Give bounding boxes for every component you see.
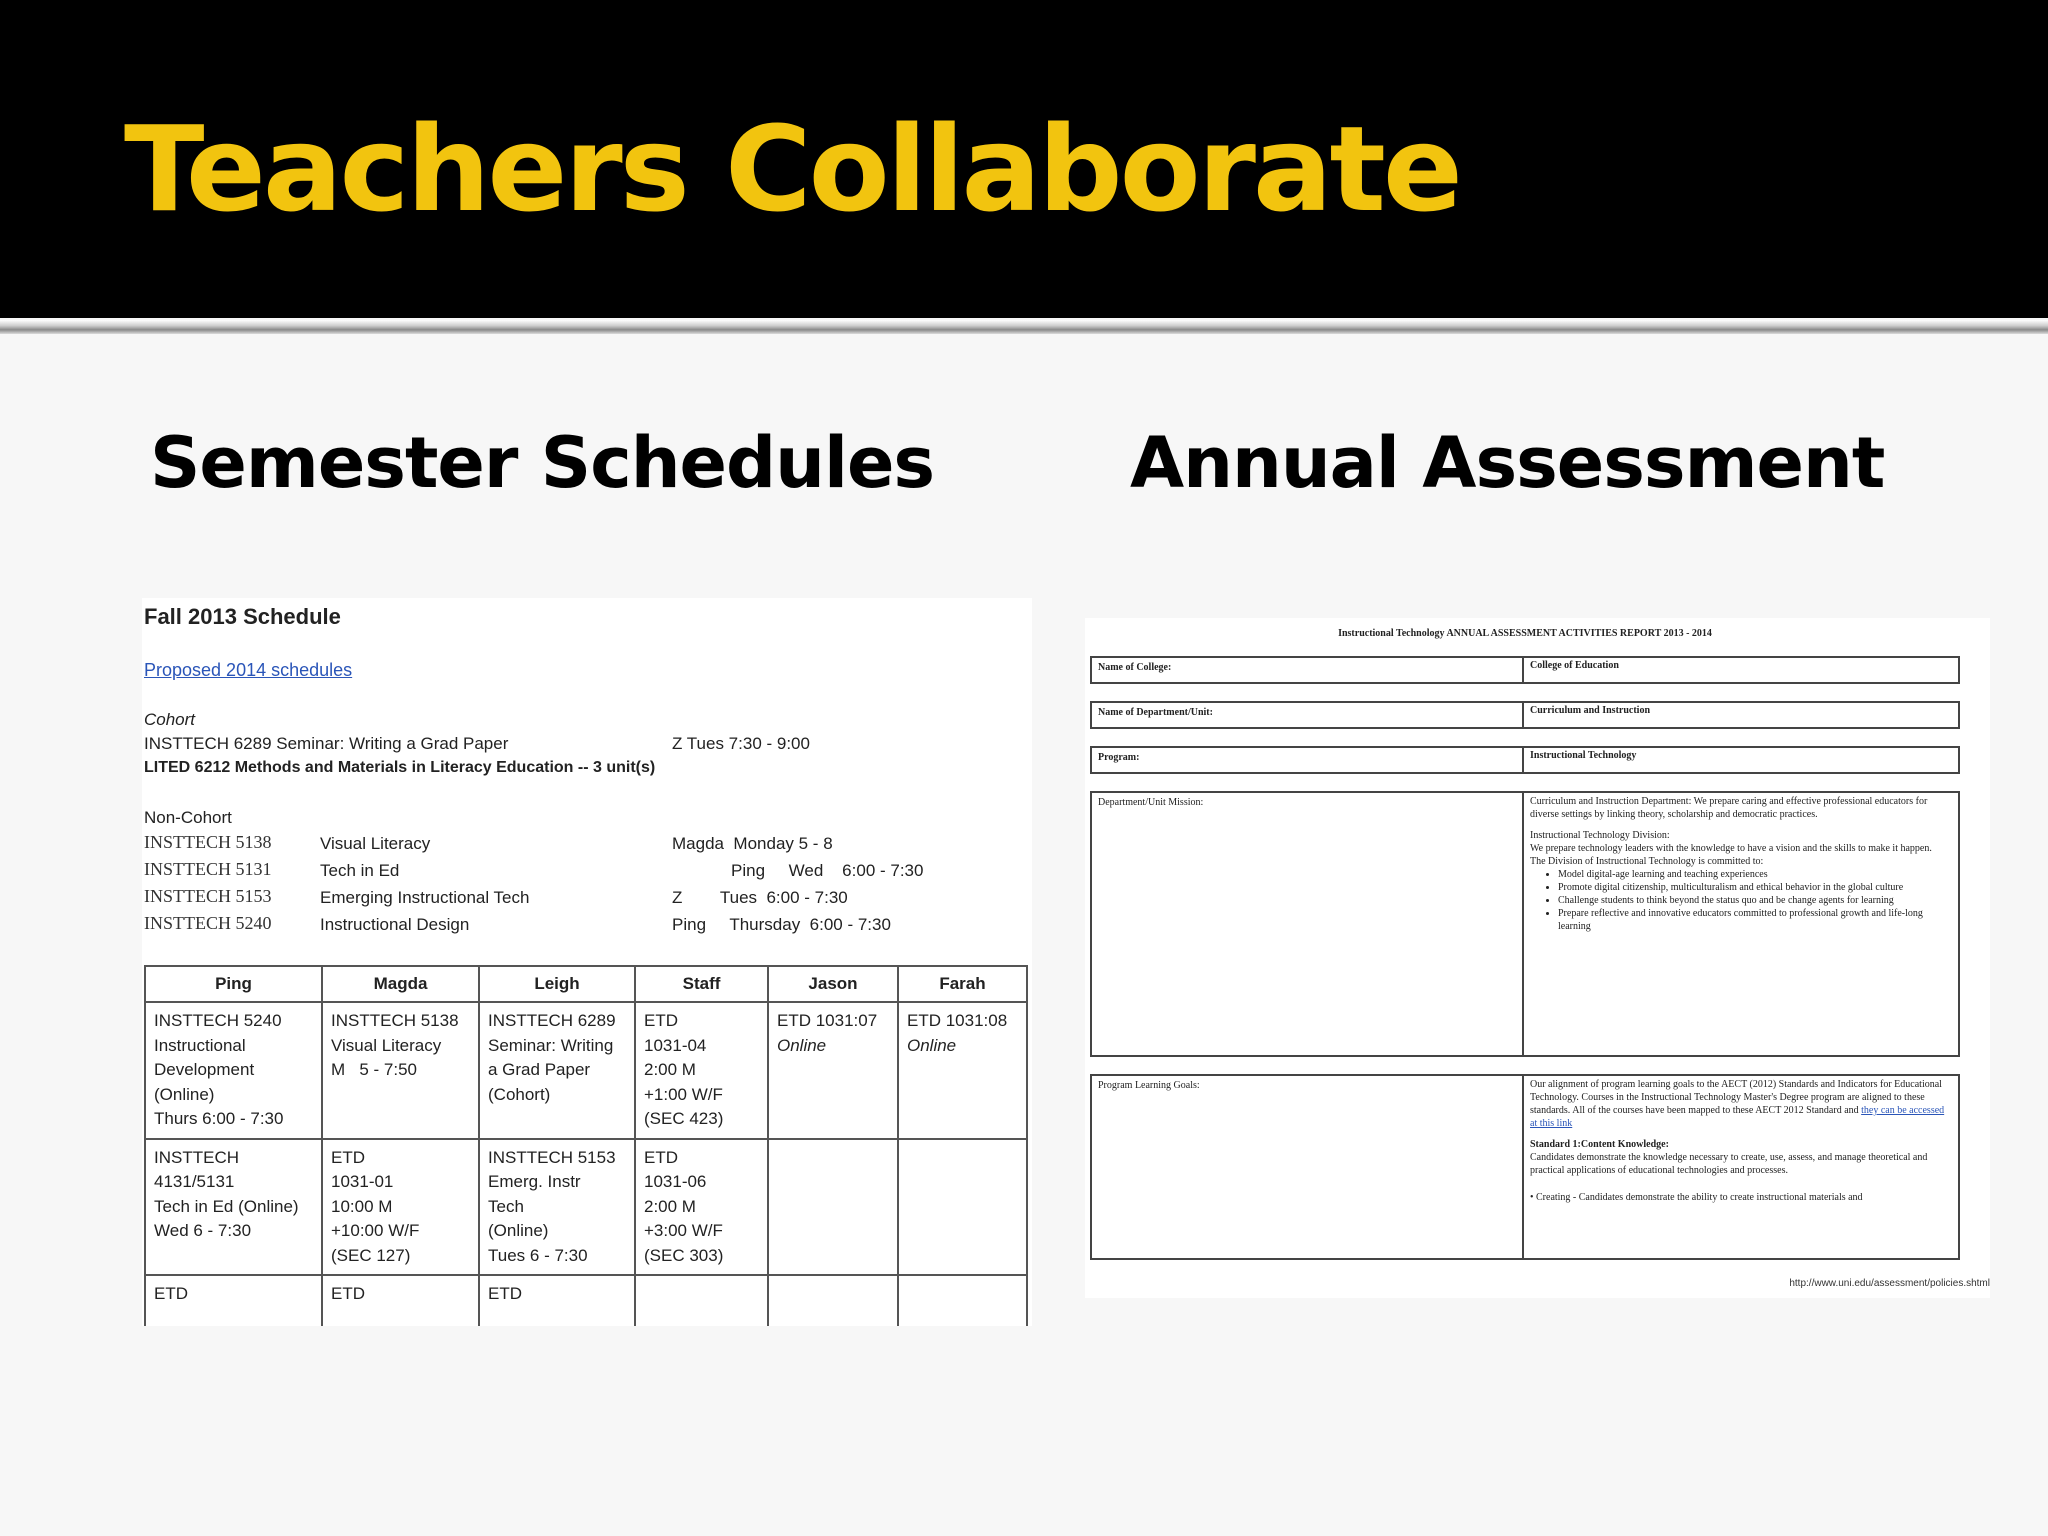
noncohort-time: Z Tues 6:00 - 7:30 xyxy=(672,888,848,907)
cell-line: 1031-04 xyxy=(644,1035,707,1055)
assessment-document xyxy=(1085,618,1990,1298)
cell-line: (SEC 423) xyxy=(644,1109,724,1128)
cell-line: ETD xyxy=(644,1147,678,1167)
cell-line: ETD xyxy=(154,1284,188,1303)
cell-line: Seminar: Writing xyxy=(488,1035,614,1055)
table-row xyxy=(145,1275,1027,1326)
goals-text xyxy=(1524,1076,1958,1258)
cell-line: INSTTECH 5138 xyxy=(331,1011,459,1030)
assessment-url[interactable]: http://www.uni.edu/assessment/policies.shtml xyxy=(1789,1278,1990,1289)
cell-line: ETD xyxy=(488,1284,522,1303)
table-cell xyxy=(898,1139,1027,1276)
college-label: Name of College: xyxy=(1092,658,1524,682)
noncohort-name: Instructional Design xyxy=(320,915,470,934)
table-cell xyxy=(322,1275,479,1326)
cell-line: Thurs 6:00 - 7:30 xyxy=(154,1109,284,1128)
title-divider xyxy=(0,320,2048,334)
standard-heading: Standard 1:Content Knowledge: xyxy=(1530,1139,1669,1150)
table-cell xyxy=(322,1002,479,1139)
table-cell xyxy=(322,1139,479,1276)
mission-paragraph: Curriculum and Instruction Department: We prepare caring and effective professional educators for diverse settings by linking theory, scholarship and democratic practices. xyxy=(1530,796,1928,820)
mission-text xyxy=(1524,793,1958,1055)
cell-line: 10:00 M xyxy=(331,1196,393,1216)
college-row xyxy=(1090,656,1960,684)
cell-line: (SEC 127) xyxy=(331,1245,411,1265)
cell-line: 2:00 M xyxy=(644,1060,696,1079)
schedule-title: Fall 2013 Schedule xyxy=(144,604,341,629)
cell-line: ETD 1031:07 xyxy=(777,1011,878,1030)
commitment-list xyxy=(1530,868,1952,933)
column-header: Leigh xyxy=(479,966,635,1002)
department-label: Name of Department/Unit: xyxy=(1092,703,1524,727)
assessment-title: Instructional Technology ANNUAL ASSESSMENT ACTIVITIES REPORT 2013 - 2014 xyxy=(1338,628,1712,639)
department-row xyxy=(1090,701,1960,729)
table-cell xyxy=(635,1275,768,1326)
cell-line: ETD xyxy=(331,1284,365,1303)
cell-line: Online xyxy=(777,1035,827,1055)
cohort-label: Cohort xyxy=(144,710,196,729)
table-cell xyxy=(768,1275,898,1326)
cell-line: (Online) xyxy=(488,1221,549,1240)
cell-line: INSTTECH 6289 xyxy=(488,1011,616,1030)
noncohort-time: Ping Thursday 6:00 - 7:30 xyxy=(672,915,891,934)
noncohort-code: INSTTECH 5240 xyxy=(144,913,272,933)
slide-title: Teachers Collaborate xyxy=(124,100,1460,238)
cell-line: Tech in Ed (Online) xyxy=(154,1196,299,1216)
aect-standards-link[interactable]: they can be accessed at this link xyxy=(1530,1105,1945,1129)
cohort-item: INSTTECH 6289 Seminar: Writing a Grad Paper xyxy=(144,734,509,753)
cell-line: +10:00 W/F xyxy=(331,1221,420,1240)
college-value: College of Education xyxy=(1530,660,1619,671)
cell-line: Wed 6 - 7:30 xyxy=(154,1221,252,1240)
noncohort-name: Emerging Instructional Tech xyxy=(320,888,530,907)
list-item: • Promote digital citizenship, multiculturalism and ethical behavior in the global culture xyxy=(1558,881,1952,894)
program-label: Program: xyxy=(1092,748,1524,772)
cell-line: 2:00 M xyxy=(644,1196,696,1216)
column-header: Ping xyxy=(145,966,322,1002)
cell-line: +1:00 W/F xyxy=(644,1084,723,1104)
division-heading: Instructional Technology Division: xyxy=(1530,830,1670,841)
cell-line: +3:00 W/F xyxy=(644,1221,723,1240)
cell-line: (SEC 303) xyxy=(644,1245,724,1265)
division-text: We prepare technology leaders with the knowledge to have a vision and the skills to make it happen. xyxy=(1530,843,1932,854)
column-header: Jason xyxy=(768,966,898,1002)
column-header: Farah xyxy=(898,966,1027,1002)
table-cell xyxy=(145,1002,322,1139)
standard-text: Candidates demonstrate the knowledge necessary to create, use, assess, and manage theoretical and practical applications of educational technologies and processes. xyxy=(1530,1152,1928,1176)
program-row xyxy=(1090,746,1960,774)
cell-line: (Online) xyxy=(154,1084,215,1104)
noncohort-name: Visual Literacy xyxy=(320,834,431,853)
cell-line: ETD 1031:08 xyxy=(907,1011,1008,1030)
mission-label: Department/Unit Mission: xyxy=(1092,793,1524,1055)
left-heading: Semester Schedules xyxy=(150,422,935,504)
list-item: • Model digital-age learning and teaching experiences xyxy=(1558,868,1952,881)
goals-row xyxy=(1090,1074,1960,1260)
table-cell xyxy=(479,1275,635,1326)
cell-line: 4131/5131 xyxy=(154,1172,235,1191)
program-value: Instructional Technology xyxy=(1530,750,1637,761)
cell-line: a Grad Paper xyxy=(488,1060,591,1079)
proposed-schedules-link[interactable]: Proposed 2014 schedules xyxy=(144,660,353,680)
division-commitment: The Division of Instructional Technology is committed to: xyxy=(1530,856,1764,867)
right-heading: Annual Assessment xyxy=(1130,422,1885,504)
cell-line: Tech xyxy=(488,1196,524,1216)
table-row xyxy=(145,1139,1027,1276)
list-item: • Challenge students to think beyond the status quo and be change agents for learning xyxy=(1558,894,1952,907)
cell-line: (Cohort) xyxy=(488,1084,551,1104)
cell-line: M 5 - 7:50 xyxy=(331,1060,417,1079)
cell-line: INSTTECH 5240 xyxy=(154,1011,282,1030)
goals-paragraph: Our alignment of program learning goals to the AECT (2012) Standards and Indicators for Educational Technology. Courses in the Instructional Technology Master's Degree program are aligned to these standards. All of the courses have been mapped to these AECT 2012 Standard and xyxy=(1530,1079,1942,1116)
cell-line: INSTTECH xyxy=(154,1147,239,1167)
department-value: Curriculum and Instruction xyxy=(1530,705,1651,716)
noncohort-code: INSTTECH 5131 xyxy=(144,859,272,879)
list-item: • Prepare reflective and innovative educators committed to professional growth and life-long learning xyxy=(1558,907,1952,933)
column-header: Staff xyxy=(635,966,768,1002)
table-cell xyxy=(898,1002,1027,1139)
table-cell xyxy=(768,1139,898,1276)
noncohort-time: Ping Wed 6:00 - 7:30 xyxy=(731,861,924,880)
column-header: Magda xyxy=(322,966,479,1002)
table-cell xyxy=(479,1139,635,1276)
noncohort-code: INSTTECH 5153 xyxy=(144,886,272,906)
creating-text: • Creating - Candidates demonstrate the ability to create instructional materials and xyxy=(1530,1192,1863,1203)
table-header-row xyxy=(145,966,1027,1002)
schedule-document xyxy=(142,598,1032,1326)
cell-line: ETD xyxy=(331,1147,365,1167)
cell-line: Emerg. Instr xyxy=(488,1172,581,1191)
cohort-item: LITED 6212 Methods and Materials in Literacy Education -- 3 unit(s) xyxy=(144,759,656,776)
table-cell xyxy=(898,1275,1027,1326)
cohort-item-time: Z Tues 7:30 - 9:00 xyxy=(672,734,810,753)
noncohort-label: Non-Cohort xyxy=(144,808,232,827)
table-cell xyxy=(145,1139,322,1276)
table-row xyxy=(145,1002,1027,1139)
cell-line: 1031-01 xyxy=(331,1172,394,1191)
cell-line: Instructional xyxy=(154,1035,246,1055)
mission-row xyxy=(1090,791,1960,1057)
schedule-table xyxy=(144,965,1028,1326)
table-cell xyxy=(635,1002,768,1139)
cell-line: Tues 6 - 7:30 xyxy=(488,1245,588,1265)
cell-line: INSTTECH 5153 xyxy=(488,1147,616,1167)
noncohort-code: INSTTECH 5138 xyxy=(144,832,272,852)
noncohort-name: Tech in Ed xyxy=(320,861,400,880)
table-cell xyxy=(768,1002,898,1139)
goals-label: Program Learning Goals: xyxy=(1092,1076,1524,1258)
table-cell xyxy=(635,1139,768,1276)
cell-line: ETD xyxy=(644,1011,678,1030)
cell-line: Development xyxy=(154,1060,255,1079)
cell-line: Online xyxy=(907,1035,957,1055)
cell-line: 1031-06 xyxy=(644,1172,707,1191)
table-cell xyxy=(145,1275,322,1326)
table-cell xyxy=(479,1002,635,1139)
noncohort-time: Magda Monday 5 - 8 xyxy=(672,834,833,853)
cell-line: Visual Literacy xyxy=(331,1035,442,1055)
